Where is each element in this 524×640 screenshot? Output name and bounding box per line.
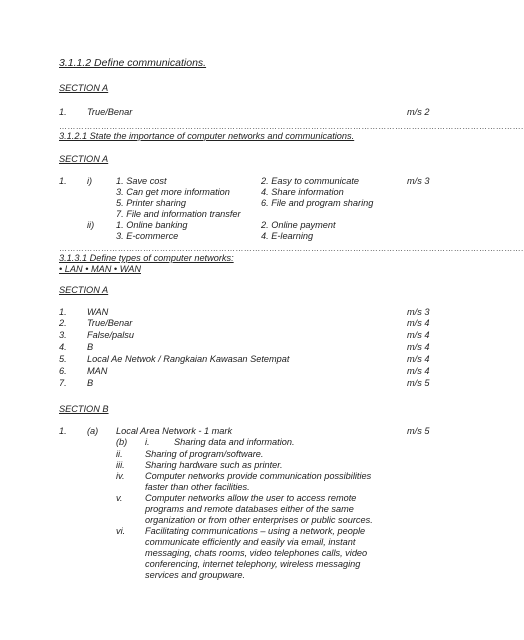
answer-text: WAN [87, 307, 109, 317]
topic-heading: 3.1.2.1 State the importance of computer networks and communications. [59, 131, 355, 141]
answer-item: 3. E-commerce [116, 231, 179, 241]
sub-question-ii: ii) [87, 220, 95, 230]
section-heading: SECTION A [59, 154, 109, 164]
list-marker: iii. [116, 460, 125, 470]
answer-text: Local Ae Netwok / Rangkaian Kawasan Setempat [87, 354, 290, 364]
list-marker: iv. [116, 471, 125, 481]
answer-item: 1. Save cost [116, 176, 167, 186]
answer-text: B [87, 342, 94, 352]
marks-label: m/s 3 [407, 307, 430, 317]
question-number: 2. [59, 318, 67, 328]
list-marker: v. [116, 493, 123, 503]
question-number: 4. [59, 342, 67, 352]
answer-item: 6. File and program sharing [261, 198, 374, 208]
list-item-text: Computer networks provide communication possibilities [145, 471, 372, 481]
dotted-separator: …………………………………………………………………………………………………………………………………………………. [59, 122, 524, 131]
topic-heading: 3.1.3.1 Define types of computer networks: [59, 253, 234, 263]
section-heading: SECTION A [59, 83, 109, 93]
answer-item: 4. E-learning [261, 231, 314, 241]
part-label-b: (b) [116, 437, 128, 447]
question-number: 1. [59, 426, 67, 436]
question-number: 1. [59, 307, 67, 317]
section-heading: SECTION B [59, 404, 109, 414]
list-item-text: conferencing, internet telephony, wireless messaging [145, 559, 361, 569]
answer-item: 3. Can get more information [116, 187, 230, 197]
marks-label: m/s 4 [407, 318, 430, 328]
answer-item: 2. Online payment [261, 220, 336, 230]
answer-item: 7. File and information transfer [116, 209, 241, 219]
list-item-text: Sharing of program/software. [145, 449, 264, 459]
list-marker: vi. [116, 526, 126, 536]
marks-label: m/s 4 [407, 330, 430, 340]
question-number: 3. [59, 330, 67, 340]
page-title: 3.1.1.2 Define communications. [59, 57, 207, 69]
list-item-text: programs and remote databases either of the same [145, 504, 354, 514]
question-number: 6. [59, 366, 67, 376]
list-item-text: Sharing data and information. [174, 437, 295, 447]
question-number: 5. [59, 354, 67, 364]
question-number: 1. [59, 107, 67, 117]
section-heading: SECTION A [59, 285, 109, 295]
answer-item: 1. Online banking [116, 220, 188, 230]
list-item-text: communicate efficiently and easily via email, instant [145, 537, 356, 547]
answer-item: 5. Printer sharing [116, 198, 186, 208]
list-marker: i. [145, 437, 150, 447]
marks-label: m/s 4 [407, 342, 430, 352]
answer-item: 2. Easy to communicate [261, 176, 360, 186]
dotted-separator: …………………………………………………………………………………………………………………………………………………. [59, 244, 524, 253]
marks-label: m/s 5 [407, 378, 430, 388]
list-item-text: Computer networks allow the user to access remote [145, 493, 357, 503]
list-marker: ii. [116, 449, 123, 459]
answer-text: Local Area Network - 1 mark [116, 426, 233, 436]
question-number: 7. [59, 378, 67, 388]
list-item-text: Facilitating communications – using a network, people [145, 526, 366, 536]
answer-text: B [87, 378, 94, 388]
list-item-text: faster than other facilities. [145, 482, 250, 492]
sub-question-i: i) [87, 176, 93, 186]
marks-label: m/s 3 [407, 176, 430, 186]
marks-label: m/s 5 [407, 426, 430, 436]
topic-subheading: • LAN • MAN • WAN [59, 264, 141, 274]
answer-text: False/palsu [87, 330, 134, 340]
list-item-text: Sharing hardware such as printer. [145, 460, 283, 470]
marks-label: m/s 2 [407, 107, 430, 117]
question-number: 1. [59, 176, 67, 186]
part-label-a: (a) [87, 426, 99, 436]
answer-text: True/Benar [87, 318, 133, 328]
answer-text: MAN [87, 366, 108, 376]
marks-label: m/s 4 [407, 366, 430, 376]
list-item-text: organization or from other enterprises or public sources. [145, 515, 373, 525]
list-item-text: messaging, chats rooms, video telephones calls, video [145, 548, 368, 558]
answer-item: 4. Share information [261, 187, 344, 197]
list-item-text: services and groupware. [145, 570, 246, 580]
marks-label: m/s 4 [407, 354, 430, 364]
answer-text: True/Benar [87, 107, 133, 117]
